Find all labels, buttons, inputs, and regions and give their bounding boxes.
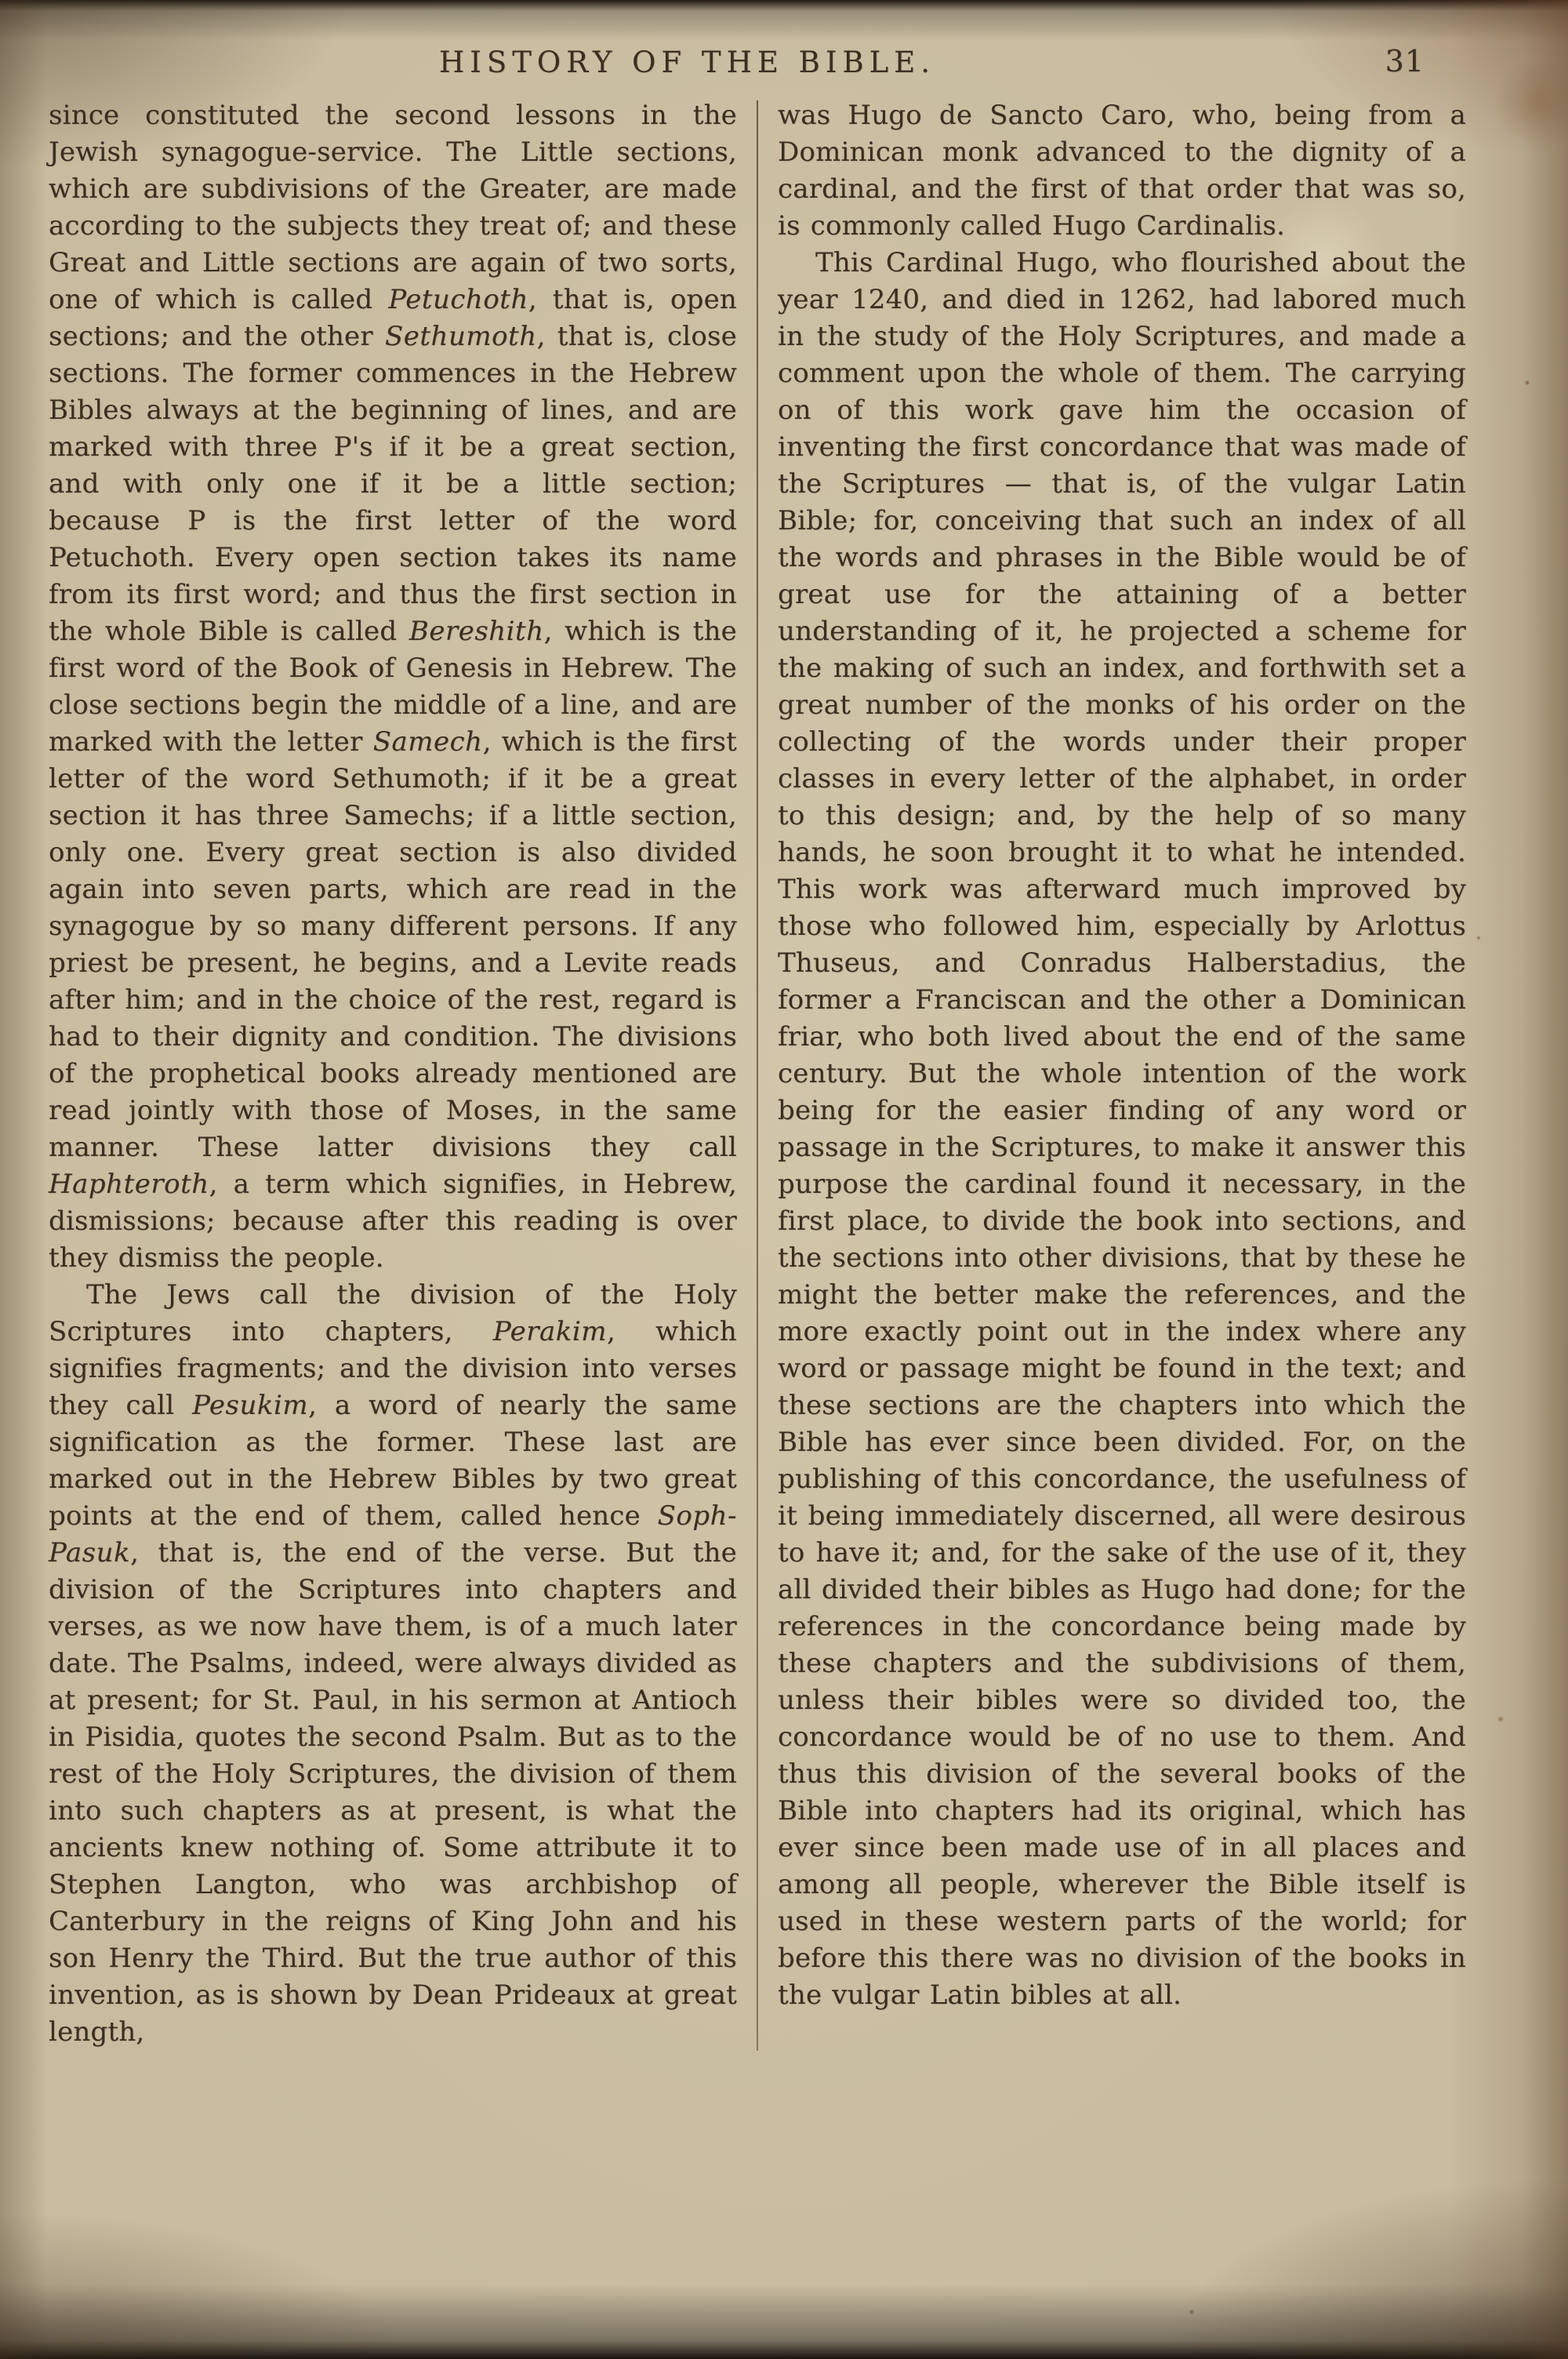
book-page [49,39,1468,2051]
column-divider [757,100,758,2051]
text-columns [49,97,1468,2051]
right-column [778,97,1466,2051]
paragraph: The Jews call the division of the Holy Scriptures into chapters, Perakim, which signifies fragments; and the division into verses they call Pesukim, a word of nearly the same signification as the former. These last are marked out in the Hebrew Bibles by two great points at the end of them, called hence Soph-Pasuk, that is, the end of the verse. But the division of the Scriptures into chapters and verses, as we now have them, is of a much later date. The Psalms, indeed, were always divided as at present; for St. Paul, in his sermon at Antioch in Pisidia, quotes the second Psalm. But as to the rest of the Holy Scriptures, the division of them into such chapters as at present, is what the ancients knew nothing of. Some attribute it to Stephen Langton, who was archbishop of Canterbury in the reigns of King John and his son Henry the Third. But the true author of this invention, as is shown by Dean Prideaux at great length, [49,1279,737,2048]
paragraph: since constituted the second lessons in the Jewish synagogue-service. The Little sections, which are subdivisions of the Greater, are made according to the subjects they treat of; and these Great and Little sections are again of two sorts, one of which is called Petuchoth, that is, open sections; and the other Sethumoth, that is, close sections. The former commences in the Hebrew Bibles always at the beginning of lines, and are marked with three P's if it be a great section, and with only one if it be a little section; because P is the first letter of the word Petuchoth. Every open section takes its name from its first word; and thus the first section in the whole Bible is called Bereshith, which is the first word of the Book of Genesis in Hebrew. The close sections begin the middle of a line, and are marked with the letter Samech, which is the first letter of the word Sethumoth; if it be a great section it has three Samechs; if a little section, only one. Every great section is also divided again into seven parts, which are read in the synagogue by so many different persons. If any priest be present, he begins, and a Levite reads after him; and in the choice of the rest, regard is had to their dignity and condition. The divisions of the prophetical books already mentioned are read jointly with those of Moses, in the same manner. These latter divisions they call Haphteroth, a term which signifies, in Hebrew, dismissions; because after this reading is over they dismiss the people. [49,100,738,1274]
left-column [49,97,737,2051]
page-number: 31 [1385,44,1425,78]
page-title: HISTORY OF THE BIBLE. [439,45,935,79]
running-header [49,39,1468,85]
paragraph: was Hugo de Sancto Caro, who, being from a Dominican monk advanced to the dignity of a cardinal, and the first of that order that was so, is commonly called Hugo Cardinalis. [778,100,1466,242]
paragraph: This Cardinal Hugo, who flourished about the year 1240, and died in 1262, had labored much in the study of the Holy Scriptures, and made a comment upon the whole of them. The carrying on of this work gave him the occasion of inventing the first concordance that was made of the Scriptures — that is, of the vulgar Latin Bible; for, conceiving that such an index of all the words and phrases in the Bible would be of great use for the attaining of a better understanding of it, he projected a scheme for the making of such an index, and forthwith set a great number of the monks of his order on the collecting of the words under their proper classes in every letter of the alphabet, in order to this design; and, by the help of so many hands, he soon brought it to what he intended. This work was afterward much improved by those who followed him, especially by Arlottus Thuseus, and Conradus Halberstadius, the former a Franciscan and the other a Dominican friar, who both lived about the end of the same century. But the whole intention of the work being for the easier finding of any word or passage in the Scriptures, to make it answer this purpose the cardinal found it necessary, in the first place, to divide the book into sections, and the sections into other divisions, that by these he might the better make the references, and the more exactly point out in the index where any word or passage might be found in the text; and these sections are the chapters into which the Bible has ever since been divided. For, on the publishing of this concordance, the usefulness of it being immediately discerned, all were desirous to have it; and, for the sake of the use of it, they all divided their bibles as Hugo had done; for the references in the concordance being made by these chapters and the subdivisions of them, unless their bibles were so divided too, the concordance would be of no use to them. And thus this division of the several books of the Bible into chapters had its original, which has ever since been made use of in all places and among all people, wherever the Bible itself is used in these western parts of the world; for before this there was no division of the books in the vulgar Latin bibles at all. [778,247,1466,2011]
